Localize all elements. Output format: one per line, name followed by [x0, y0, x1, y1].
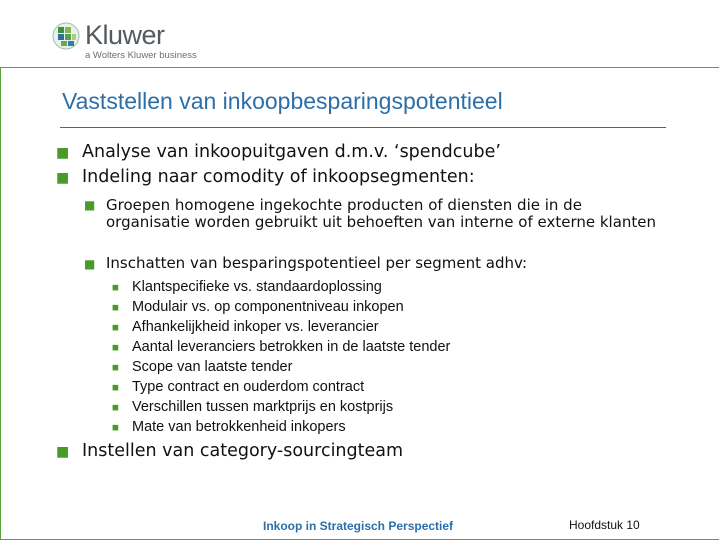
- bullet-square-icon: ■: [112, 281, 120, 294]
- criteria-item: ■ Verschillen tussen marktprijs en kostprijs: [112, 399, 394, 415]
- criteria-item: ■ Scope van laatste tender: [112, 359, 293, 375]
- bullet-square-icon: ■: [84, 198, 96, 212]
- criteria-item: ■ Type contract en ouderdom contract: [112, 379, 365, 395]
- bullet-square-icon: ■: [112, 321, 120, 334]
- kluwer-globe-icon: [52, 22, 80, 50]
- bullet-square-icon: ■: [56, 170, 70, 186]
- bullet-square-icon: ■: [112, 381, 120, 394]
- criteria-item: ■ Afhankelijkheid inkoper vs. leverancier: [112, 319, 379, 335]
- footer-chapter: Hoofdstuk 10: [569, 518, 640, 532]
- footer-book-title: Inkoop in Strategisch Perspectief: [263, 519, 454, 533]
- sub-bullet-item: ■ Groepen homogene ingekochte producten of diensten die in de organisatie worden gebruikt uit behoeften van interne of externe klanten: [84, 196, 657, 231]
- kluwer-logo: [52, 18, 222, 64]
- criteria-item: ■ Klantspecifieke vs. standaardoplossing: [112, 279, 382, 295]
- criteria-item: ■ Modulair vs. op componentniveau inkopen: [112, 299, 404, 315]
- bullet-square-icon: ■: [84, 257, 96, 271]
- bullet-square-icon: ■: [112, 301, 120, 314]
- title-divider: [60, 127, 666, 128]
- bullet-square-icon: ■: [112, 421, 120, 434]
- bullet-square-icon: ■: [56, 444, 70, 460]
- sub-bullet-item: ■ Inschatten van besparingspotentieel per segment adhv:: [84, 254, 528, 272]
- bullet-item: ■ Instellen van category-sourcingteam: [56, 441, 404, 461]
- criteria-item: ■ Aantal leveranciers betrokken in de laatste tender: [112, 339, 451, 355]
- criteria-item: ■ Mate van betrokkenheid inkopers: [112, 419, 346, 435]
- logo-tagline: a Wolters Kluwer business: [85, 50, 197, 61]
- bullet-square-icon: ■: [112, 361, 120, 374]
- bullet-square-icon: ■: [112, 341, 120, 354]
- slide-title: Vaststellen van inkoopbesparingspotentieel: [62, 88, 503, 114]
- bullet-item: ■ Indeling naar comodity of inkoopsegmenten:: [56, 167, 475, 187]
- bullet-square-icon: ■: [56, 145, 70, 161]
- bullet-item: ■ Analyse van inkoopuitgaven d.m.v. ‘spendcube’: [56, 142, 501, 162]
- logo-wordmark: Kluwer: [85, 20, 165, 50]
- bullet-square-icon: ■: [112, 401, 120, 414]
